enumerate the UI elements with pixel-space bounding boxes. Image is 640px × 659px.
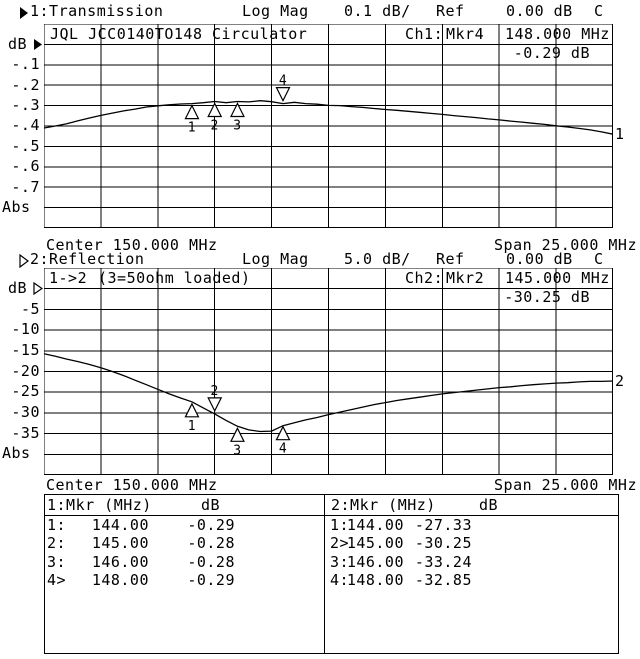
table-row-freq: 146.00 xyxy=(346,553,404,571)
svg-text:2: 2 xyxy=(210,383,219,399)
ch2-marker-frequency: 145.000 MHz xyxy=(505,269,610,287)
ch1-trace-title: JQL JCC0140TO148 Circulator xyxy=(50,25,308,43)
table-row-marker-id: 4> xyxy=(47,571,67,589)
mkr-table-ch1-unit: dB xyxy=(201,496,221,514)
ch1-cal-indicator: C xyxy=(594,2,604,20)
table-row-value: -0.28 xyxy=(187,553,235,571)
ch1-channel-label: Ch1: xyxy=(405,25,444,43)
table-row-value: -0.29 xyxy=(187,571,235,589)
ch2-trace-number: 2 xyxy=(615,372,625,390)
svg-text:1: 1 xyxy=(187,120,197,136)
ch2-abs-label: Abs xyxy=(2,444,31,462)
channel1-active-indicator-icon xyxy=(19,6,29,20)
table-row-marker-id: 3: xyxy=(330,553,350,571)
ch2-ytick: -25 xyxy=(11,382,40,400)
ch1-trace-number: 1 xyxy=(615,125,625,143)
ch2-ytick: -5 xyxy=(20,300,40,318)
ch1-abs-label: Abs xyxy=(2,198,31,216)
ch1-ytick: -.5 xyxy=(11,137,40,155)
svg-text:3: 3 xyxy=(233,118,242,134)
table-row-freq: 144.00 xyxy=(91,516,149,534)
ch2-ytick: -20 xyxy=(11,362,40,380)
mkr-table-ch2-unit: dB xyxy=(479,496,499,514)
table-row-freq: 145.00 xyxy=(91,534,149,552)
ch2-ref-value: 0.00 dB xyxy=(506,250,573,268)
ch2-format-label: Log Mag xyxy=(242,250,309,268)
svg-text:2: 2 xyxy=(210,118,219,134)
ch2-trace-title-note: (3=50ohm loaded) xyxy=(98,269,251,287)
table-row-value: -0.28 xyxy=(187,534,235,552)
ch1-scale-per-div: 0.1 dB/ xyxy=(344,2,411,20)
mkr-table-ch1-header: 1:Mkr (MHz) xyxy=(47,496,152,514)
ch2-ytick: -35 xyxy=(11,424,40,442)
svg-text:3: 3 xyxy=(233,443,242,459)
ch1-marker-frequency: 148.000 MHz xyxy=(505,25,610,43)
table-row-marker-id: 4: xyxy=(330,571,350,589)
ch2-span: Span 25.000 MHz xyxy=(494,476,637,494)
ch1-ytick: -.6 xyxy=(11,157,40,175)
svg-text:4: 4 xyxy=(278,73,288,89)
ch1-center-frequency: Center 150.000 MHz xyxy=(46,236,218,254)
ch1-ytick: -.3 xyxy=(11,96,40,114)
table-row-marker-id: 2: xyxy=(47,534,67,552)
table-row-freq: 146.00 xyxy=(91,553,149,571)
ch2-ytick: -15 xyxy=(11,341,40,359)
ch1-ref-label: Ref xyxy=(436,2,465,20)
table-row-value: -32.85 xyxy=(414,571,472,589)
table-row-freq: 144.00 xyxy=(346,516,404,534)
ch2-center-frequency: Center 150.000 MHz xyxy=(46,476,218,494)
table-row-value: -27.33 xyxy=(414,516,472,534)
svg-text:1: 1 xyxy=(187,418,197,434)
ch2-ref-label: Ref xyxy=(436,250,465,268)
ch1-span: Span 25.000 MHz xyxy=(494,236,637,254)
ch2-trace-title-path: 1->2 xyxy=(49,269,88,287)
channel2-indicator-icon xyxy=(19,254,29,268)
table-row-value: -30.25 xyxy=(414,534,472,552)
table-row-value: -0.29 xyxy=(187,516,235,534)
ch1-ref-level-pointer-icon xyxy=(33,38,43,51)
marker-table xyxy=(44,494,619,654)
ch2-ytick: -30 xyxy=(11,403,40,421)
ch2-active-marker-label: Mkr2 xyxy=(446,269,485,287)
mkr-table-ch2-header: 2:Mkr (MHz) xyxy=(331,496,436,514)
ch2-measurement-label: 2:Reflection xyxy=(30,250,145,268)
table-row-marker-id: 3: xyxy=(47,553,67,571)
table-row-marker-id: 1: xyxy=(47,516,67,534)
ch1-ref-value: 0.00 dB xyxy=(506,2,573,20)
ch1-unit-label: dB xyxy=(8,35,28,53)
ch2-ref-level-pointer-icon xyxy=(33,282,43,295)
ch1-ytick: -.2 xyxy=(11,76,40,94)
table-row-value: -33.24 xyxy=(414,553,472,571)
ch2-unit-label: dB xyxy=(8,279,28,297)
ch1-ytick: -.4 xyxy=(11,116,40,134)
ch2-ytick: -10 xyxy=(11,320,40,338)
table-row-marker-id: 1: xyxy=(330,516,350,534)
ch1-format-label: Log Mag xyxy=(242,2,309,20)
marker-table-divider xyxy=(324,495,325,653)
svg-text:4: 4 xyxy=(278,441,288,457)
ch1-marker-value: -0.29 dB xyxy=(513,44,590,62)
table-row-freq: 148.00 xyxy=(91,571,149,589)
table-row-freq: 145.00 xyxy=(346,534,404,552)
ch2-channel-label: Ch2: xyxy=(405,269,444,287)
ch1-active-marker-label: Mkr4 xyxy=(446,25,485,43)
table-row-marker-id: 2> xyxy=(330,534,350,552)
ch1-ytick: -.1 xyxy=(11,55,40,73)
table-row-freq: 148.00 xyxy=(346,571,404,589)
ch1-ytick: -.7 xyxy=(11,178,40,196)
ch2-scale-per-div: 5.0 dB/ xyxy=(344,250,411,268)
ch2-marker-value: -30.25 dB xyxy=(504,288,590,306)
ch1-measurement-label: 1:Transmission xyxy=(30,2,164,20)
ch2-cal-indicator: C xyxy=(594,250,604,268)
